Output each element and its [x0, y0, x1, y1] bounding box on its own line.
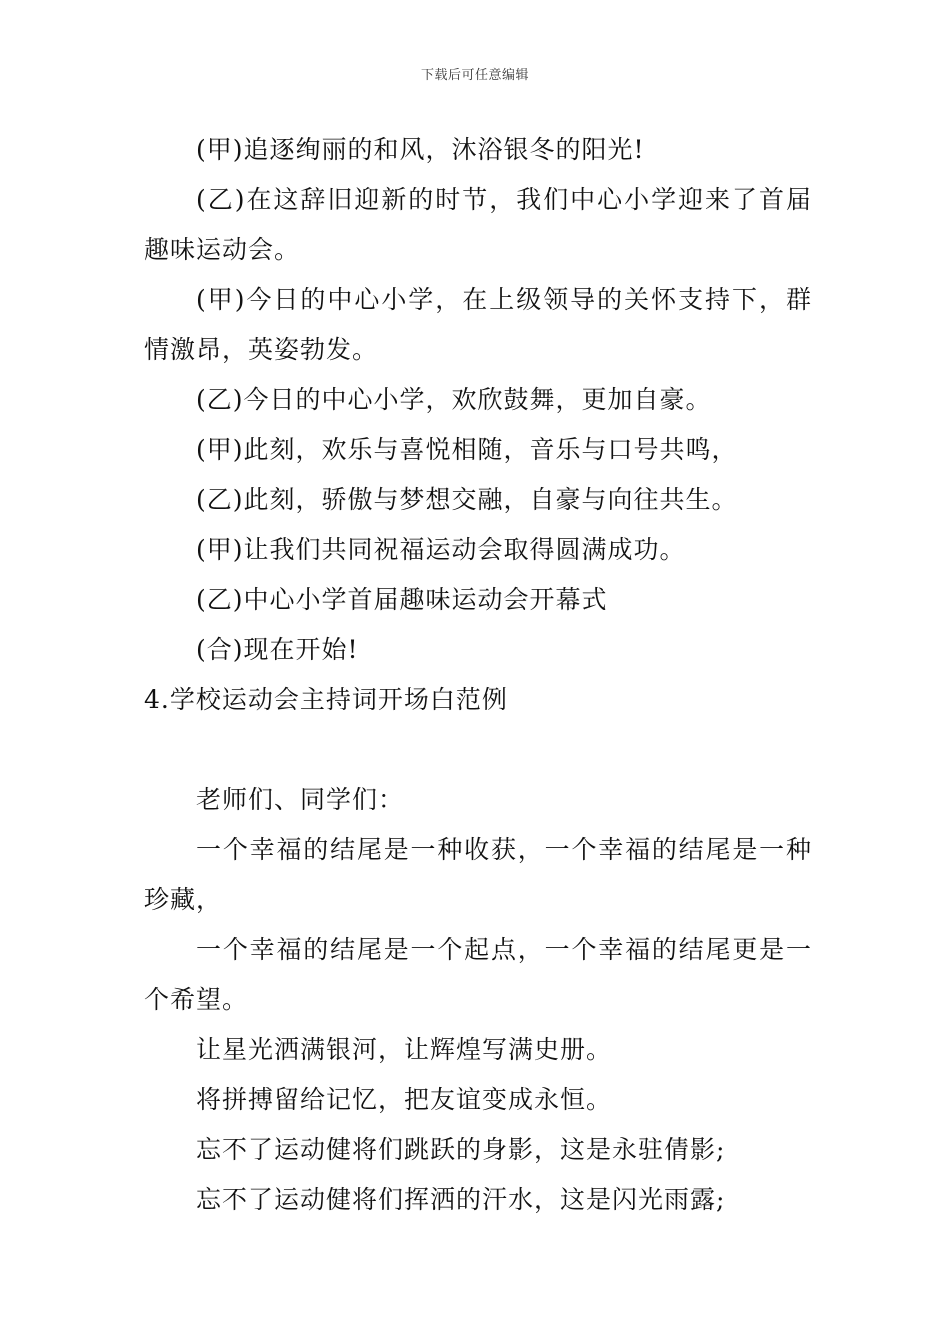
- paragraph: 将拼搏留给记忆，把友谊变成永恒。: [196, 1085, 613, 1114]
- blank-line: [144, 725, 812, 775]
- paragraph: (甲)此刻，欢乐与喜悦相随，音乐与口号共鸣，: [196, 435, 738, 464]
- paragraph: 一个幸福的结尾是一种收获，一个幸福的结尾是一种珍藏，: [144, 835, 812, 914]
- paragraph: (乙)今日的中心小学，欢欣鼓舞，更加自豪。: [196, 385, 712, 414]
- paragraph: (乙)中心小学首届趣味运动会开幕式: [196, 585, 608, 614]
- paragraph: (甲)追逐绚丽的和风，沐浴银冬的阳光!: [196, 135, 645, 164]
- paragraph: 老师们、同学们：: [196, 785, 405, 814]
- paragraph: 忘不了运动健将们挥洒的汗水，这是闪光雨露;: [196, 1185, 726, 1214]
- section-heading: 4.学校运动会主持词开场白范例: [144, 685, 508, 714]
- paragraph: 一个幸福的结尾是一个起点，一个幸福的结尾更是一个希望。: [144, 935, 812, 1014]
- paragraph: (合)现在开始!: [196, 635, 359, 664]
- page-header: 下载后可任意编辑: [420, 68, 529, 83]
- paragraph: (甲)让我们共同祝福运动会取得圆满成功。: [196, 535, 686, 564]
- document-body: [144, 125, 812, 1225]
- paragraph: (乙)在这辞旧迎新的时节，我们中心小学迎来了首届趣味运动会。: [144, 185, 812, 264]
- paragraph: 忘不了运动健将们跳跃的身影，这是永驻倩影;: [196, 1135, 726, 1164]
- paragraph: (乙)此刻，骄傲与梦想交融，自豪与向往共生。: [196, 485, 738, 514]
- paragraph: 让星光洒满银河，让辉煌写满史册。: [196, 1035, 613, 1064]
- paragraph: (甲)今日的中心小学，在上级领导的关怀支持下，群情激昂，英姿勃发。: [144, 285, 812, 364]
